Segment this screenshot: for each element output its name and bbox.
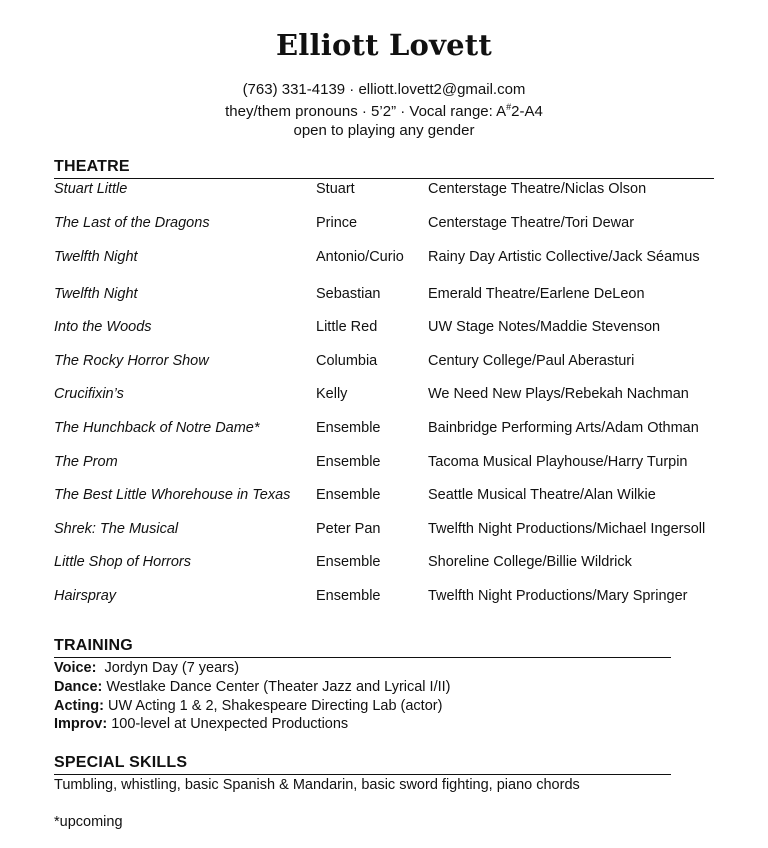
- table-row: [0, 588, 768, 606]
- show-title: The Best Little Whorehouse in Texas: [54, 487, 291, 503]
- table-row: [0, 420, 768, 438]
- table-row: [0, 181, 768, 199]
- company-director: Twelfth Night Productions/Mary Springer: [428, 588, 688, 604]
- company-director: Twelfth Night Productions/Michael Ingersoll: [428, 521, 706, 537]
- training-value: UW Acting 1 & 2, Shakespeare Directing Lab (actor): [103, 698, 443, 714]
- table-row: [0, 319, 768, 337]
- role: Ensemble: [316, 420, 381, 436]
- training-label: Acting:: [54, 698, 104, 714]
- company-director: Rainy Day Artistic Collective/Jack Séamus: [428, 249, 700, 265]
- table-row: [0, 554, 768, 572]
- table-row: [0, 353, 768, 371]
- training-item-improv: [54, 716, 348, 732]
- role: Ensemble: [316, 554, 381, 570]
- company-director: Tacoma Musical Playhouse/Harry Turpin: [428, 454, 688, 470]
- theatre-section-title: THEATRE: [54, 158, 130, 175]
- details-text: they/them pronouns · 5’2” · Vocal range: A: [225, 103, 507, 120]
- training-label: Voice:: [54, 660, 97, 676]
- company-director: UW Stage Notes/Maddie Stevenson: [428, 319, 661, 335]
- skills-section-title: SPECIAL SKILLS: [54, 754, 188, 771]
- company-director: Seattle Musical Theatre/Alan Wilkie: [428, 487, 656, 503]
- training-label: Improv:: [54, 716, 108, 732]
- show-title: Hairspray: [54, 588, 117, 604]
- table-row: [0, 487, 768, 505]
- skills-text: Tumbling, whistling, basic Spanish & Mandarin, basic sword fighting, piano chords: [54, 777, 580, 793]
- show-title: Into the Woods: [54, 319, 152, 335]
- resume-name: Elliott Lovett: [275, 28, 492, 62]
- table-row: [0, 454, 768, 472]
- table-row: [0, 521, 768, 539]
- show-title: Crucifixin’s: [54, 386, 124, 402]
- role: Kelly: [316, 386, 348, 402]
- footnote: *upcoming: [54, 814, 123, 830]
- table-row: [0, 286, 768, 304]
- role: Stuart: [316, 181, 355, 197]
- sharp-superscript: #: [506, 102, 512, 112]
- role: Ensemble: [316, 487, 381, 503]
- training-value: Jordyn Day (7 years): [96, 660, 240, 676]
- company-director: Century College/Paul Aberasturi: [428, 353, 635, 369]
- role: Little Red: [316, 319, 378, 335]
- table-row: [0, 386, 768, 404]
- show-title: Shrek: The Musical: [54, 521, 179, 537]
- role: Antonio/Curio: [316, 249, 404, 265]
- training-item-dance: [54, 679, 451, 695]
- show-title: The Last of the Dragons: [54, 215, 210, 231]
- training-value: 100-level at Unexpected Productions: [107, 716, 349, 732]
- contact-line: (763) 331-4139 · elliott.lovett2@gmail.com: [242, 81, 526, 98]
- show-title: Stuart Little: [54, 181, 128, 197]
- show-title: Twelfth Night: [54, 249, 138, 265]
- show-title: The Hunchback of Notre Dame*: [54, 420, 260, 436]
- company-director: Emerald Theatre/Earlene DeLeon: [428, 286, 645, 302]
- skills-rule: [54, 774, 671, 775]
- role: Prince: [316, 215, 358, 231]
- training-item-voice: [54, 660, 239, 676]
- company-director: We Need New Plays/Rebekah Nachman: [428, 386, 689, 402]
- show-title: Twelfth Night: [54, 286, 138, 302]
- role: Peter Pan: [316, 521, 381, 537]
- company-director: Centerstage Theatre/Tori Dewar: [428, 215, 635, 231]
- show-title: The Prom: [54, 454, 118, 470]
- role: Ensemble: [316, 454, 381, 470]
- training-value: Westlake Dance Center (Theater Jazz and Lyrical I/II): [102, 679, 451, 695]
- training-label: Dance:: [54, 679, 103, 695]
- gender-line: open to playing any gender: [293, 122, 475, 139]
- role: Columbia: [316, 353, 378, 369]
- training-section-title: TRAINING: [54, 637, 133, 654]
- role: Ensemble: [316, 588, 381, 604]
- training-rule: [54, 657, 671, 658]
- table-row: [0, 249, 768, 267]
- details-range-end: 2-A4: [511, 103, 543, 120]
- company-director: Bainbridge Performing Arts/Adam Othman: [428, 420, 699, 436]
- role: Sebastian: [316, 286, 381, 302]
- training-item-acting: [54, 698, 442, 714]
- show-title: Little Shop of Horrors: [54, 554, 192, 570]
- table-row: [0, 215, 768, 233]
- company-director: Centerstage Theatre/Niclas Olson: [428, 181, 647, 197]
- show-title: The Rocky Horror Show: [54, 353, 209, 369]
- company-director: Shoreline College/Billie Wildrick: [428, 554, 632, 570]
